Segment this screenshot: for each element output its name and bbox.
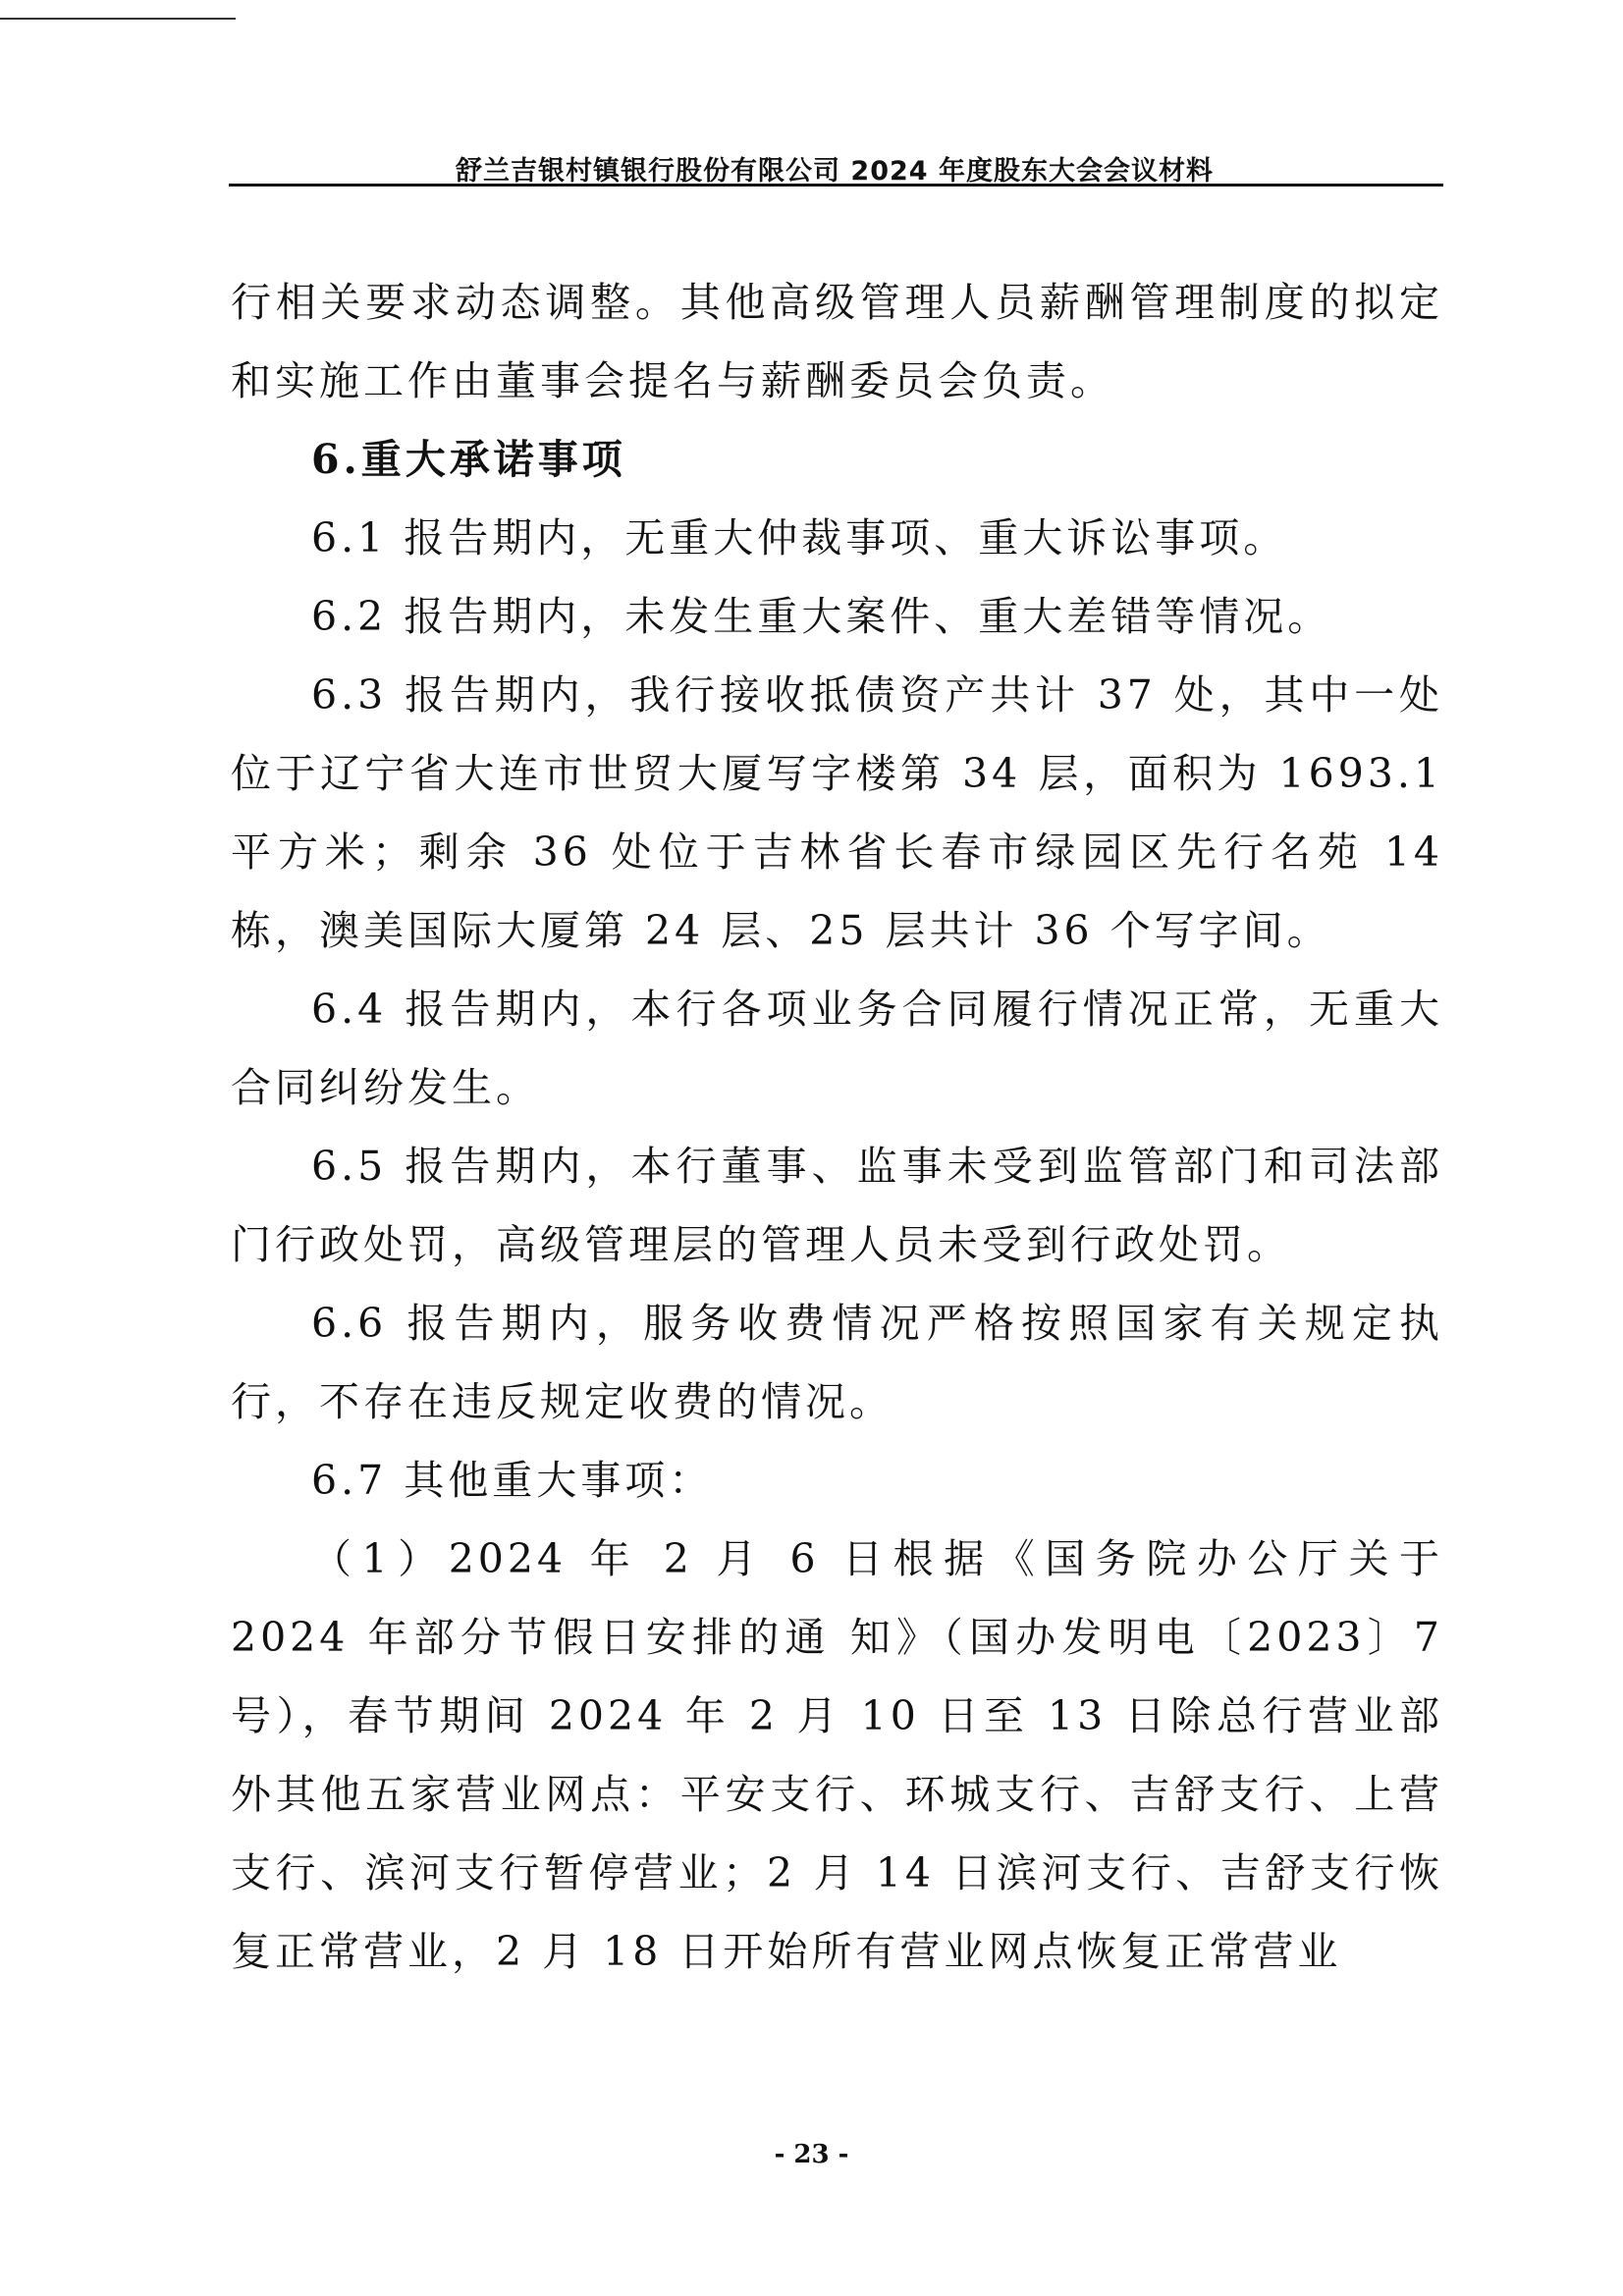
paragraph-continuation: 行相关要求动态调整。其他高级管理人员薪酬管理制度的拟定和实施工作由董事会提名与薪酬委员会负责。	[231, 279, 1443, 404]
paragraph-6-7: 6.7 其他重大事项：	[311, 1457, 714, 1504]
paragraph-6-3: 6.3 报告期内，我行接收抵债资产共计 37 处，其中一处位于辽宁省大连市世贸大厦写字楼第 34 层，面积为 1693.1 平方米；剩余 36 处位于吉林省长春市绿园区先行名苑 14 栋，澳美国际大厦第 24 层、25 层共计 36 个写字间。	[231, 671, 1443, 954]
body-content	[231, 263, 1443, 1991]
section-heading: 6.重大承诺事项	[311, 436, 626, 483]
corner-mark	[0, 18, 236, 20]
header-title: 舒兰吉银村镇银行股份有限公司 2024 年度股东大会会议材料	[456, 156, 1214, 187]
paragraph-6-5: 6.5 报告期内，本行董事、监事未受到监管部门和司法部门行政处罚，高级管理层的管理人员未受到行政处罚。	[231, 1143, 1443, 1268]
paragraph-6-7-item-1: （1）2024 年 2 月 6 日根据《国务院办公厅关于 2024 年部分节假日安排的通 知》（国办发明电〔2023〕7 号），春节期间 2024 年 2 月 10 日至 13 日除总行营业部外其他五家营业网点：平安支行、环城支行、吉舒支行、上营支行、滨河支行暂停营业；2 月 14 日滨河支行、吉舒支行恢复正常营业，2 月 18 日开始所有营业网点恢复正常营业	[231, 1535, 1443, 1975]
page-number: - 23 -	[774, 2140, 849, 2169]
header-rule	[229, 184, 1443, 187]
paragraph-6-4: 6.4 报告期内，本行各项业务合同履行情况正常，无重大合同纠纷发生。	[231, 986, 1443, 1111]
paragraph-6-2: 6.2 报告期内，未发生重大案件、重大差错等情况。	[311, 593, 1332, 640]
paragraph-6-6: 6.6 报告期内，服务收费情况严格按照国家有关规定执行，不存在违反规定收费的情况。	[231, 1300, 1443, 1425]
paragraph-6-1: 6.1 报告期内，无重大仲裁事项、重大诉讼事项。	[311, 514, 1288, 561]
